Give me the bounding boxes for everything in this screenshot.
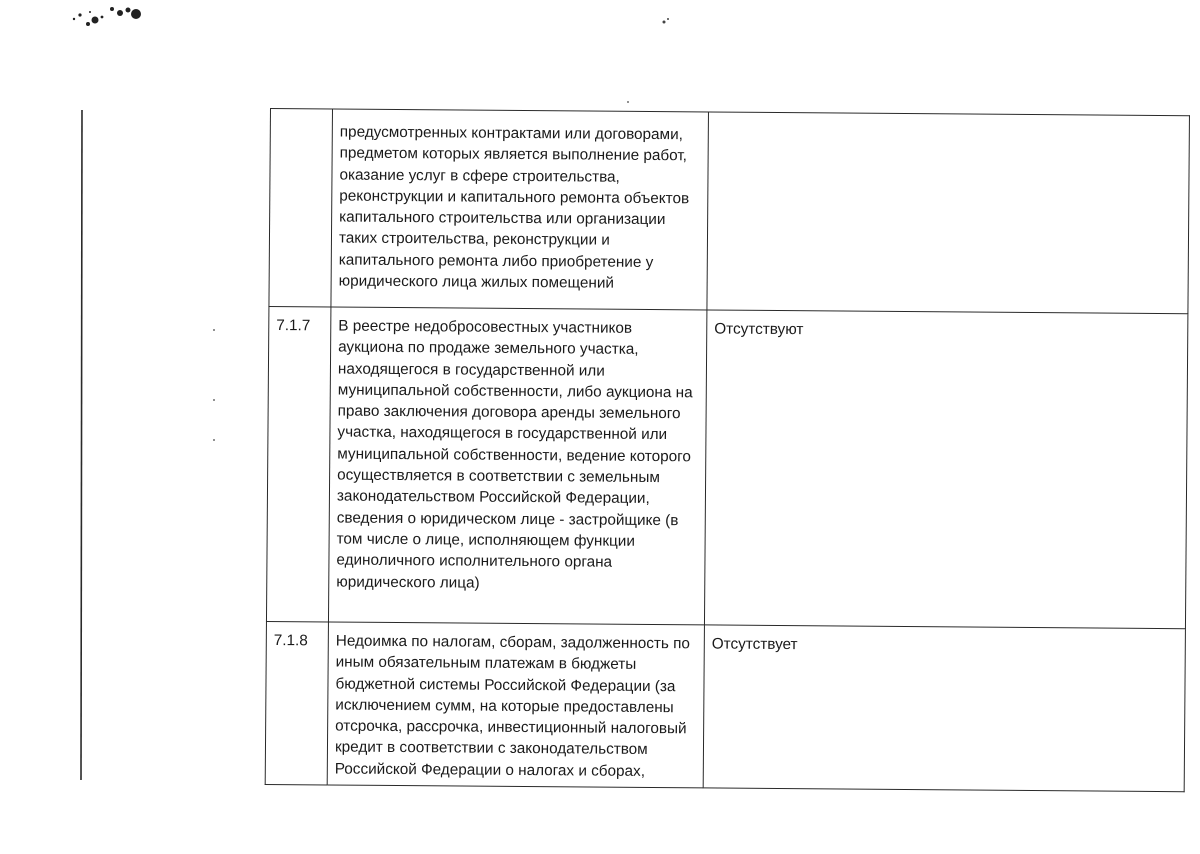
row-description: Недоимка по налогам, сборам, задолженность по иным обязательным платежам в бюджеты бюджетной системы Российской Федерации (за исключением сумм, на которые предоставлены отсрочка, рассрочка, инвестиционный налоговый кредит в соответствии с законодательством Российской Федерации о налогах и сборах, bbox=[327, 622, 704, 788]
row-value bbox=[707, 112, 1190, 314]
row-number: 7.1.7 bbox=[266, 306, 330, 621]
row-description: предусмотренных контрактами или договорами, предметом которых является выполнение работ, оказание услуг в сфере строительства, реконструкции и капитального ремонта объектов капитального строительства или организации таких строительства, реконструкции и капитального ремонта либо приобретение у юридического лица жилых помещений bbox=[331, 109, 709, 310]
row-number: 7.1.8 bbox=[265, 621, 328, 784]
margin-line bbox=[81, 110, 82, 780]
row-number bbox=[269, 109, 333, 307]
row-description: В реестре недобросовестных участников аукциона по продаже земельного участка, находящегося в государственной или муниципальной собственности, либо аукциона на право заключения договора аренды земельного участка, находящегося в государственной или муниципальной собственности, ведение которого осуществляется в соответствии с земельным законодательством Российской Федерации, сведения о юридическом лице - застройщике (в том числе о лице, исполняющем функции единоличного исполнительного органа юридического лица) bbox=[328, 307, 706, 625]
table-row bbox=[266, 306, 1187, 628]
requirements-table bbox=[265, 108, 1190, 792]
row-value: Отсутствует bbox=[703, 625, 1185, 792]
table-row bbox=[265, 621, 1185, 791]
row-value: Отсутствуют bbox=[704, 310, 1187, 629]
table-row bbox=[269, 109, 1190, 314]
ink-blot-marks bbox=[73, 7, 141, 26]
